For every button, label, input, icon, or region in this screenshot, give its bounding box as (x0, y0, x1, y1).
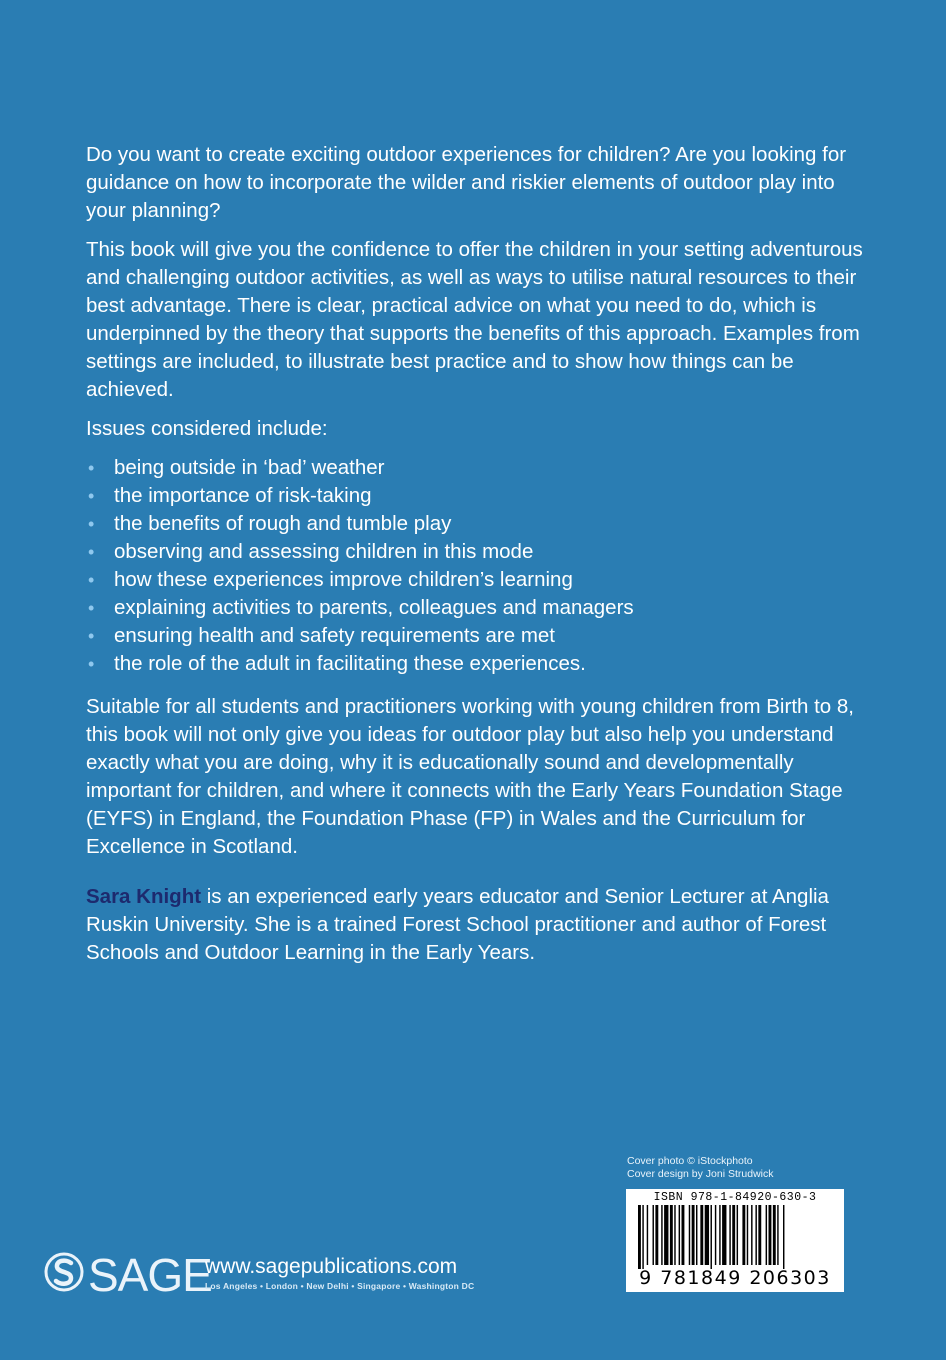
barcode-bar (692, 1205, 695, 1265)
barcode-bar (729, 1205, 730, 1265)
bullet-icon: • (88, 486, 95, 506)
barcode-bar (737, 1205, 738, 1265)
list-item: • being outside in ‘bad’ weather (86, 454, 866, 482)
bullet-icon: • (88, 514, 95, 534)
barcode-bar (700, 1205, 703, 1265)
barcode-digits: 9 781849 206303 (639, 1267, 831, 1289)
barcode-bar (653, 1205, 654, 1265)
barcode-bar (769, 1205, 772, 1265)
audience-paragraph: Suitable for all students and practitioners working with young children from Birth to 8, this book will not only give you ideas for outdoor play but also help you understand exactly what you are doing, why it is educationally sound and developmentally important for children, and where it connects with the Early Years Foundation Stage (EYFS) in England, the Foundation Phase (FP) in Wales and the Curriculum for Excellence in Scotland. (86, 695, 854, 858)
bullet-icon: • (88, 626, 95, 646)
barcode-bar (711, 1205, 712, 1269)
barcode-bar (722, 1205, 726, 1265)
isbn-barcode (626, 1189, 844, 1292)
barcode-bar (696, 1205, 697, 1265)
barcode-bar (655, 1205, 658, 1265)
publisher-url: www.sagepublications.com (205, 1255, 458, 1278)
author-paragraph (86, 883, 866, 967)
barcode-bar (638, 1205, 641, 1269)
issues-list (86, 454, 866, 678)
list-item: • how these experiences improve children’s learning (86, 566, 866, 594)
barcode-bar (689, 1205, 690, 1265)
barcode-bar (766, 1205, 767, 1265)
barcode-bar (664, 1205, 668, 1265)
barcode-bar (679, 1205, 680, 1265)
barcode-bar (674, 1205, 675, 1265)
barcode-bar (705, 1205, 709, 1265)
issues-heading: Issues considered include: (86, 417, 328, 440)
barcode-bar (661, 1205, 662, 1265)
barcode-bar (719, 1205, 720, 1265)
list-item: • observing and assessing children in this mode (86, 538, 866, 566)
barcode-bar (747, 1205, 748, 1265)
book-description-paragraph: This book will give you the confidence to offer the children in your setting adventurous and challenging outdoor activities, as well as ways to utilise natural resources to their best advantage. There is clear, practical advice on what you need to do, which is underpinned by the theory that supports the benefits of this approach. Examples from settings are included, to illustrate best practice and to show how things can be achieved. (86, 238, 863, 401)
bullet-icon: • (88, 542, 95, 562)
barcode-bar (670, 1205, 673, 1265)
design-credit: Cover design by Joni Strudwick (627, 1168, 774, 1180)
author-name: Sara Knight (86, 885, 202, 908)
back-cover-text (86, 141, 866, 978)
cover-credits (627, 1155, 773, 1181)
barcode-bar (777, 1205, 778, 1265)
barcode-bar (682, 1205, 685, 1265)
logo-wordmark: SAGE (88, 1249, 212, 1301)
photo-credit: Cover photo © iStockphoto (627, 1155, 753, 1167)
bullet-icon: • (88, 598, 95, 618)
barcode-bar (647, 1205, 648, 1265)
isbn-label: ISBN 978-1-84920-630-3 (653, 1191, 817, 1204)
list-item: • the role of the adult in facilitating these experiences. (86, 650, 866, 678)
barcode-bar (742, 1205, 745, 1265)
publisher-cities: Los Angeles • London • New Delhi • Singapore • Washington DC (205, 1281, 475, 1291)
list-item: • explaining activities to parents, colleagues and managers (86, 594, 866, 622)
barcode-bar (715, 1205, 716, 1265)
barcode-bar (755, 1205, 756, 1265)
bullet-icon: • (88, 654, 95, 674)
intro-paragraph: Do you want to create exciting outdoor experiences for children? Are you looking for guidance on how to incorporate the wilder and riskier elements of outdoor play into your planning? (86, 143, 847, 222)
sage-s-icon (44, 1250, 84, 1294)
barcode-bars (626, 1203, 844, 1269)
barcode-bar (783, 1205, 784, 1269)
bullet-icon: • (88, 458, 95, 478)
barcode-bar (758, 1205, 761, 1265)
barcode-bar (751, 1205, 752, 1265)
list-item: • ensuring health and safety requirements are met (86, 622, 866, 650)
author-bio: is an experienced early years educator and Senior Lecturer at Anglia Ruskin University. She is a trained Forest School practitioner and author of Forest Schools and Outdoor Learning in the Early Years. (86, 885, 829, 964)
barcode-bar (773, 1205, 776, 1265)
list-item: • the benefits of rough and tumble play (86, 510, 866, 538)
barcode-bar (642, 1205, 643, 1269)
bullet-icon: • (88, 570, 95, 590)
list-item: • the importance of risk-taking (86, 482, 866, 510)
barcode-bar (732, 1205, 735, 1265)
